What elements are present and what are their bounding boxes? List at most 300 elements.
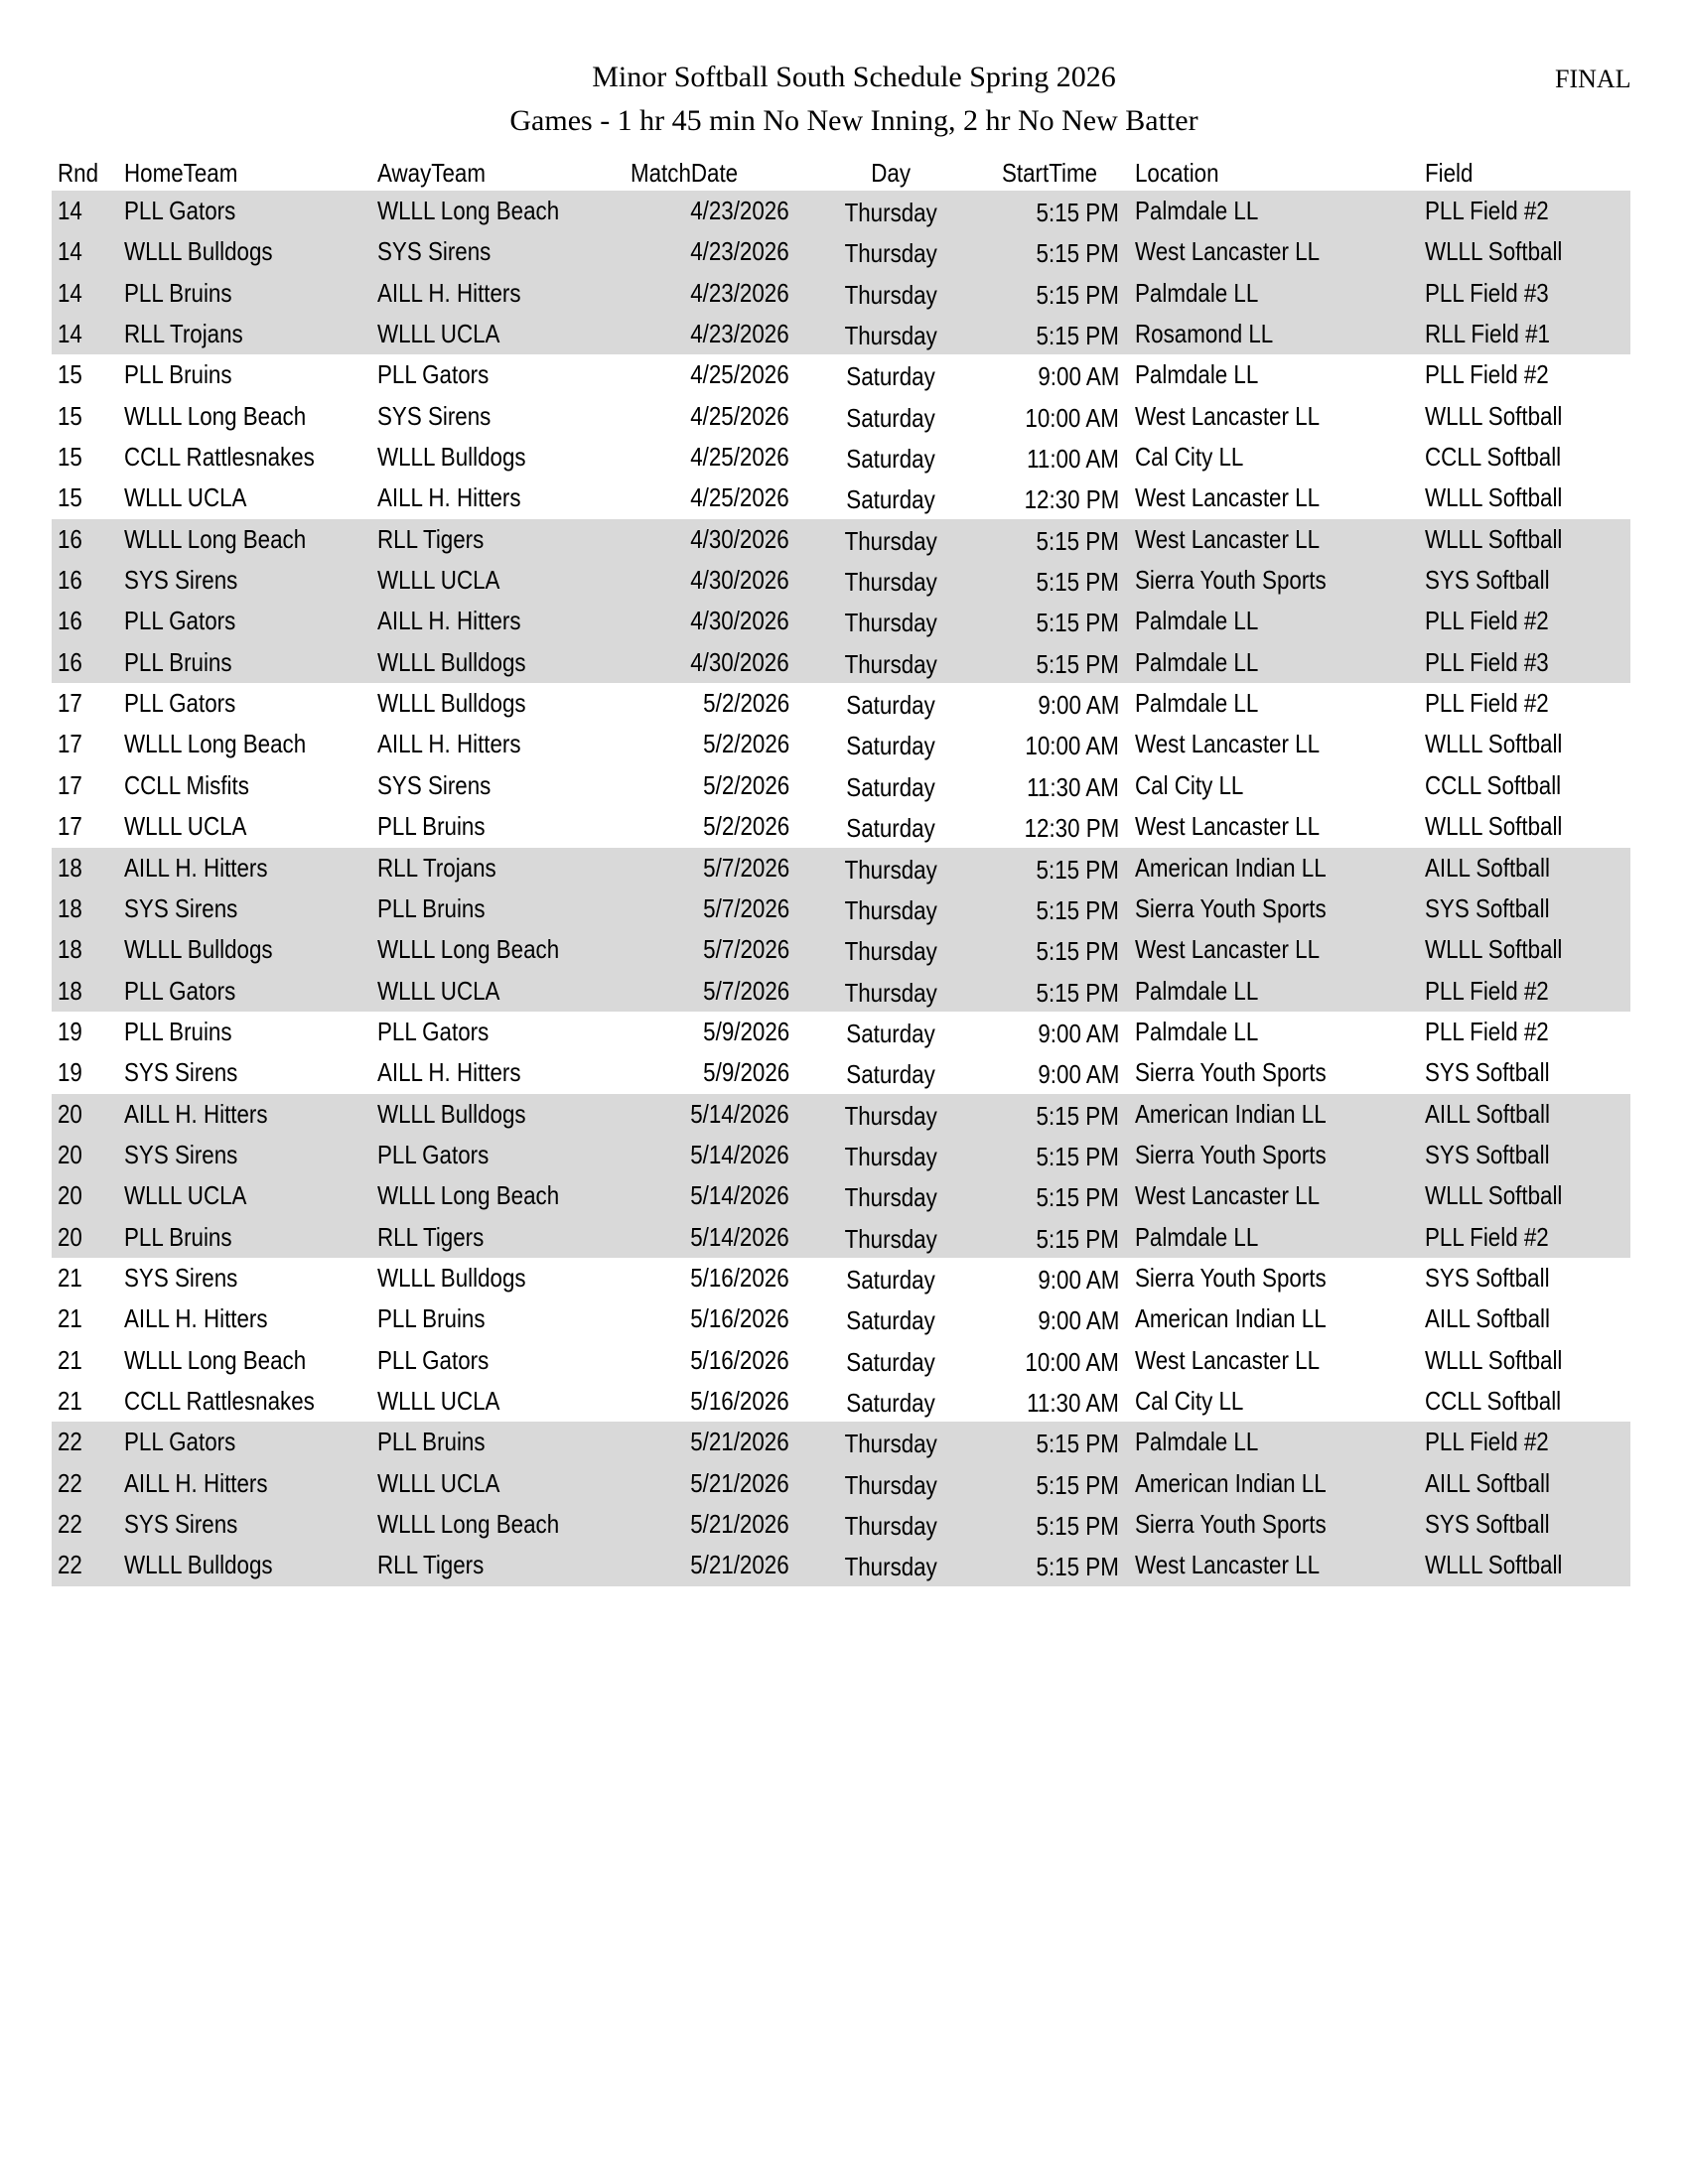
- cell-away-team: AILL H. Hitters: [377, 729, 521, 759]
- cell-location: West Lancaster LL: [1135, 1344, 1321, 1375]
- cell-match-date: 5/14/2026: [690, 1098, 789, 1129]
- cell-location: American Indian LL: [1135, 1303, 1327, 1334]
- cell-rnd: 22: [58, 1427, 82, 1457]
- table-row: [52, 231, 1630, 272]
- cell-rnd: 14: [58, 196, 82, 225]
- cell-field: WLLL Softball: [1425, 934, 1563, 965]
- table-row: [52, 1052, 1630, 1093]
- cell-day: Thursday: [844, 1429, 937, 1459]
- cell-rnd: 16: [58, 646, 82, 677]
- cell-match-date: 4/25/2026: [690, 400, 789, 431]
- cell-match-date: 5/21/2026: [690, 1550, 789, 1580]
- cell-start-time: 10:00 AM: [1025, 402, 1119, 433]
- cell-field: WLLL Softball: [1425, 1180, 1563, 1211]
- table-row: [52, 314, 1630, 354]
- cell-rnd: 21: [58, 1262, 82, 1293]
- cell-day: Thursday: [844, 525, 937, 556]
- cell-rnd: 15: [58, 359, 82, 390]
- cell-match-date: 5/2/2026: [702, 729, 789, 759]
- cell-location: Cal City LL: [1135, 442, 1244, 473]
- cell-home-team: SYS Sirens: [124, 1509, 238, 1539]
- cell-field: SYS Softball: [1425, 1057, 1550, 1088]
- cell-home-team: PLL Gators: [124, 606, 236, 636]
- cell-away-team: WLLL Bulldogs: [377, 442, 526, 473]
- cell-location: West Lancaster LL: [1135, 400, 1321, 431]
- column-header-matchdate: MatchDate: [631, 158, 739, 188]
- cell-field: PLL Field #2: [1425, 1016, 1549, 1046]
- cell-away-team: PLL Bruins: [377, 1427, 486, 1457]
- cell-match-date: 5/14/2026: [690, 1180, 789, 1211]
- cell-rnd: 14: [58, 319, 82, 349]
- cell-match-date: 5/9/2026: [702, 1057, 789, 1088]
- column-header-rnd: Rnd: [58, 158, 99, 188]
- cell-day: Thursday: [844, 894, 937, 925]
- table-row: [52, 478, 1630, 518]
- cell-home-team: AILL H. Hitters: [124, 852, 268, 883]
- cell-rnd: 19: [58, 1016, 82, 1046]
- cell-day: Thursday: [844, 321, 937, 351]
- cell-home-team: WLLL UCLA: [124, 1180, 247, 1211]
- cell-home-team: SYS Sirens: [124, 1262, 238, 1293]
- cell-home-team: WLLL Bulldogs: [124, 236, 273, 267]
- cell-location: Palmdale LL: [1135, 1016, 1259, 1046]
- cell-rnd: 22: [58, 1550, 82, 1580]
- cell-start-time: 5:15 PM: [1036, 1223, 1119, 1254]
- cell-away-team: WLLL UCLA: [377, 1385, 500, 1416]
- cell-start-time: 5:15 PM: [1036, 1100, 1119, 1131]
- cell-day: Saturday: [846, 731, 935, 761]
- cell-field: WLLL Softball: [1425, 482, 1563, 513]
- cell-field: CCLL Softball: [1425, 442, 1562, 473]
- cell-location: Palmdale LL: [1135, 975, 1259, 1006]
- table-row: [52, 1504, 1630, 1545]
- table-row: [52, 642, 1630, 683]
- cell-away-team: RLL Trojans: [377, 852, 496, 883]
- cell-start-time: 5:15 PM: [1036, 567, 1119, 598]
- cell-field: WLLL Softball: [1425, 400, 1563, 431]
- cell-match-date: 5/7/2026: [702, 852, 789, 883]
- column-header-location: Location: [1135, 158, 1219, 188]
- cell-start-time: 5:15 PM: [1036, 1469, 1119, 1500]
- cell-day: Thursday: [844, 1223, 937, 1254]
- cell-field: PLL Field #3: [1425, 646, 1549, 677]
- cell-day: Saturday: [846, 444, 935, 475]
- cell-location: Sierra Youth Sports: [1135, 1139, 1327, 1169]
- cell-away-team: RLL Tigers: [377, 1221, 485, 1252]
- cell-start-time: 5:15 PM: [1036, 198, 1119, 227]
- table-row: [52, 191, 1630, 231]
- table-row: [52, 601, 1630, 641]
- cell-away-team: WLLL UCLA: [377, 319, 500, 349]
- table-row: [52, 519, 1630, 560]
- cell-day: Thursday: [844, 1182, 937, 1213]
- cell-away-team: PLL Bruins: [377, 892, 486, 923]
- cell-location: Palmdale LL: [1135, 688, 1259, 719]
- cell-day: Saturday: [846, 813, 935, 844]
- cell-field: SYS Softball: [1425, 1139, 1550, 1169]
- table-row: [52, 1298, 1630, 1339]
- cell-away-team: AILL H. Hitters: [377, 1057, 521, 1088]
- column-header-hometeam: HomeTeam: [124, 158, 238, 188]
- cell-rnd: 18: [58, 975, 82, 1006]
- cell-location: West Lancaster LL: [1135, 482, 1321, 513]
- cell-location: American Indian LL: [1135, 852, 1327, 883]
- status-label: FINAL: [1555, 65, 1631, 93]
- cell-rnd: 20: [58, 1221, 82, 1252]
- cell-start-time: 9:00 AM: [1037, 1264, 1119, 1295]
- cell-day: Saturday: [846, 1059, 935, 1090]
- table-row: [52, 888, 1630, 929]
- table-row: [52, 273, 1630, 314]
- table-row: [52, 1463, 1630, 1504]
- cell-start-time: 9:00 AM: [1037, 690, 1119, 721]
- cell-away-team: SYS Sirens: [377, 236, 492, 267]
- cell-day: Saturday: [846, 1264, 935, 1295]
- cell-away-team: AILL H. Hitters: [377, 606, 521, 636]
- cell-day: Thursday: [844, 1552, 937, 1582]
- cell-match-date: 5/21/2026: [690, 1467, 789, 1498]
- cell-home-team: WLLL Bulldogs: [124, 1550, 273, 1580]
- cell-rnd: 15: [58, 482, 82, 513]
- cell-location: Palmdale LL: [1135, 196, 1259, 225]
- cell-start-time: 9:00 AM: [1037, 1305, 1119, 1336]
- cell-start-time: 10:00 AM: [1025, 731, 1119, 761]
- cell-rnd: 18: [58, 892, 82, 923]
- table-row: [52, 971, 1630, 1012]
- cell-location: American Indian LL: [1135, 1467, 1327, 1498]
- cell-day: Thursday: [844, 567, 937, 598]
- cell-start-time: 9:00 AM: [1037, 1059, 1119, 1090]
- cell-away-team: PLL Gators: [377, 1016, 490, 1046]
- cell-field: SYS Softball: [1425, 1262, 1550, 1293]
- cell-rnd: 17: [58, 811, 82, 842]
- cell-location: Sierra Youth Sports: [1135, 1509, 1327, 1539]
- cell-away-team: RLL Tigers: [377, 523, 485, 554]
- cell-rnd: 20: [58, 1180, 82, 1211]
- cell-home-team: WLLL UCLA: [124, 811, 247, 842]
- cell-match-date: 4/25/2026: [690, 359, 789, 390]
- cell-location: West Lancaster LL: [1135, 1550, 1321, 1580]
- cell-start-time: 5:15 PM: [1036, 1182, 1119, 1213]
- cell-field: WLLL Softball: [1425, 1550, 1563, 1580]
- cell-location: Palmdale LL: [1135, 606, 1259, 636]
- cell-away-team: PLL Bruins: [377, 1303, 486, 1334]
- cell-location: West Lancaster LL: [1135, 811, 1321, 842]
- cell-away-team: PLL Gators: [377, 1344, 490, 1375]
- cell-match-date: 5/9/2026: [702, 1016, 789, 1046]
- cell-home-team: AILL H. Hitters: [124, 1467, 268, 1498]
- cell-rnd: 19: [58, 1057, 82, 1088]
- cell-location: Sierra Youth Sports: [1135, 1262, 1327, 1293]
- cell-field: AILL Softball: [1425, 1467, 1550, 1498]
- cell-home-team: PLL Gators: [124, 1427, 236, 1457]
- cell-field: AILL Softball: [1425, 1098, 1550, 1129]
- table-row: [52, 1094, 1630, 1135]
- cell-home-team: AILL H. Hitters: [124, 1303, 268, 1334]
- cell-away-team: WLLL Bulldogs: [377, 646, 526, 677]
- schedule-table: [52, 151, 1630, 1586]
- cell-day: Saturday: [846, 361, 935, 392]
- table-row: [52, 1422, 1630, 1462]
- cell-field: SYS Softball: [1425, 565, 1550, 596]
- cell-day: Thursday: [844, 977, 937, 1008]
- cell-day: Saturday: [846, 402, 935, 433]
- cell-match-date: 4/23/2026: [690, 277, 789, 308]
- cell-match-date: 4/23/2026: [690, 236, 789, 267]
- cell-location: West Lancaster LL: [1135, 1180, 1321, 1211]
- cell-field: WLLL Softball: [1425, 523, 1563, 554]
- cell-away-team: SYS Sirens: [377, 769, 492, 800]
- cell-day: Saturday: [846, 1305, 935, 1336]
- cell-field: SYS Softball: [1425, 1509, 1550, 1539]
- cell-location: Palmdale LL: [1135, 646, 1259, 677]
- document-title: Minor Softball South Schedule Spring 2026: [592, 61, 1116, 93]
- table-row: [52, 806, 1630, 847]
- cell-home-team: WLLL Bulldogs: [124, 934, 273, 965]
- cell-home-team: SYS Sirens: [124, 1139, 238, 1169]
- cell-day: Thursday: [844, 198, 937, 227]
- cell-home-team: PLL Bruins: [124, 1016, 232, 1046]
- cell-location: Sierra Youth Sports: [1135, 1057, 1327, 1088]
- cell-match-date: 5/21/2026: [690, 1427, 789, 1457]
- cell-start-time: 9:00 AM: [1037, 361, 1119, 392]
- cell-match-date: 5/14/2026: [690, 1221, 789, 1252]
- cell-location: Sierra Youth Sports: [1135, 892, 1327, 923]
- cell-match-date: 5/7/2026: [702, 975, 789, 1006]
- cell-start-time: 5:15 PM: [1036, 936, 1119, 967]
- cell-match-date: 4/23/2026: [690, 319, 789, 349]
- cell-start-time: 11:00 AM: [1027, 444, 1119, 475]
- table-row: [52, 1012, 1630, 1052]
- table-row: [52, 724, 1630, 764]
- cell-away-team: WLLL Long Beach: [377, 934, 560, 965]
- cell-away-team: AILL H. Hitters: [377, 482, 521, 513]
- table-row: [52, 929, 1630, 970]
- cell-away-team: WLLL Long Beach: [377, 1509, 560, 1539]
- cell-away-team: SYS Sirens: [377, 400, 492, 431]
- cell-field: PLL Field #2: [1425, 975, 1549, 1006]
- cell-start-time: 5:15 PM: [1036, 1429, 1119, 1459]
- cell-location: West Lancaster LL: [1135, 236, 1321, 267]
- cell-location: Palmdale LL: [1135, 359, 1259, 390]
- cell-start-time: 5:15 PM: [1036, 1511, 1119, 1541]
- table-row: [52, 1381, 1630, 1422]
- column-header-day: Day: [871, 158, 911, 188]
- table-row: [52, 354, 1630, 395]
- cell-start-time: 5:15 PM: [1036, 894, 1119, 925]
- cell-day: Thursday: [844, 238, 937, 269]
- cell-day: Saturday: [846, 1346, 935, 1377]
- cell-away-team: PLL Gators: [377, 359, 490, 390]
- cell-home-team: PLL Bruins: [124, 1221, 232, 1252]
- cell-rnd: 21: [58, 1344, 82, 1375]
- cell-start-time: 12:30 PM: [1024, 484, 1119, 515]
- cell-home-team: WLLL Long Beach: [124, 400, 307, 431]
- cell-away-team: WLLL Bulldogs: [377, 1098, 526, 1129]
- cell-start-time: 12:30 PM: [1024, 813, 1119, 844]
- cell-field: AILL Softball: [1425, 852, 1550, 883]
- cell-field: CCLL Softball: [1425, 769, 1562, 800]
- cell-match-date: 5/16/2026: [690, 1262, 789, 1293]
- cell-location: American Indian LL: [1135, 1098, 1327, 1129]
- table-row: [52, 1545, 1630, 1585]
- cell-rnd: 16: [58, 565, 82, 596]
- cell-field: WLLL Softball: [1425, 811, 1563, 842]
- document-subtitle: Games - 1 hr 45 min No New Inning, 2 hr No New Batter: [509, 104, 1198, 137]
- cell-rnd: 15: [58, 400, 82, 431]
- cell-match-date: 5/14/2026: [690, 1139, 789, 1169]
- cell-away-team: WLLL Bulldogs: [377, 1262, 526, 1293]
- cell-day: Saturday: [846, 484, 935, 515]
- cell-start-time: 5:15 PM: [1036, 648, 1119, 679]
- cell-day: Thursday: [844, 936, 937, 967]
- cell-start-time: 5:15 PM: [1036, 977, 1119, 1008]
- cell-away-team: PLL Bruins: [377, 811, 486, 842]
- cell-match-date: 5/7/2026: [702, 934, 789, 965]
- cell-location: Palmdale LL: [1135, 1221, 1259, 1252]
- cell-home-team: SYS Sirens: [124, 892, 238, 923]
- cell-rnd: 14: [58, 277, 82, 308]
- cell-location: Rosamond LL: [1135, 319, 1274, 349]
- table-row: [52, 1135, 1630, 1175]
- cell-home-team: WLLL UCLA: [124, 482, 247, 513]
- cell-home-team: PLL Gators: [124, 196, 236, 225]
- column-header-starttime: StartTime: [1002, 158, 1098, 188]
- cell-home-team: SYS Sirens: [124, 565, 238, 596]
- table-row: [52, 437, 1630, 478]
- cell-day: Thursday: [844, 854, 937, 885]
- cell-start-time: 11:30 AM: [1027, 771, 1119, 802]
- cell-rnd: 17: [58, 688, 82, 719]
- column-header-field: Field: [1425, 158, 1474, 188]
- cell-home-team: PLL Bruins: [124, 359, 232, 390]
- cell-home-team: PLL Gators: [124, 975, 236, 1006]
- cell-day: Thursday: [844, 1469, 937, 1500]
- cell-day: Thursday: [844, 648, 937, 679]
- table-row: [52, 1258, 1630, 1298]
- cell-home-team: CCLL Rattlesnakes: [124, 1385, 315, 1416]
- cell-location: Palmdale LL: [1135, 277, 1259, 308]
- table-header-row: [52, 151, 1630, 191]
- cell-home-team: AILL H. Hitters: [124, 1098, 268, 1129]
- column-header-awayteam: AwayTeam: [377, 158, 486, 188]
- cell-field: PLL Field #2: [1425, 606, 1549, 636]
- cell-rnd: 18: [58, 852, 82, 883]
- cell-match-date: 5/2/2026: [702, 769, 789, 800]
- cell-rnd: 17: [58, 769, 82, 800]
- cell-field: PLL Field #2: [1425, 1427, 1549, 1457]
- cell-away-team: WLLL Long Beach: [377, 196, 560, 225]
- cell-field: AILL Softball: [1425, 1303, 1550, 1334]
- cell-rnd: 16: [58, 523, 82, 554]
- cell-start-time: 5:15 PM: [1036, 1141, 1119, 1171]
- cell-match-date: 5/16/2026: [690, 1344, 789, 1375]
- table-body: [52, 191, 1630, 1586]
- cell-away-team: WLLL UCLA: [377, 975, 500, 1006]
- cell-match-date: 4/25/2026: [690, 442, 789, 473]
- cell-home-team: WLLL Long Beach: [124, 523, 307, 554]
- cell-field: WLLL Softball: [1425, 1344, 1563, 1375]
- cell-day: Saturday: [846, 771, 935, 802]
- cell-match-date: 5/16/2026: [690, 1303, 789, 1334]
- cell-rnd: 21: [58, 1385, 82, 1416]
- cell-away-team: PLL Gators: [377, 1139, 490, 1169]
- cell-day: Thursday: [844, 608, 937, 638]
- cell-rnd: 20: [58, 1098, 82, 1129]
- cell-start-time: 5:15 PM: [1036, 279, 1119, 310]
- cell-start-time: 5:15 PM: [1036, 238, 1119, 269]
- cell-start-time: 9:00 AM: [1037, 1018, 1119, 1048]
- table-row: [52, 765, 1630, 806]
- cell-start-time: 5:15 PM: [1036, 321, 1119, 351]
- cell-away-team: WLLL Bulldogs: [377, 688, 526, 719]
- cell-home-team: PLL Bruins: [124, 646, 232, 677]
- table-row: [52, 396, 1630, 437]
- cell-day: Thursday: [844, 1100, 937, 1131]
- cell-match-date: 5/2/2026: [702, 688, 789, 719]
- cell-rnd: 18: [58, 934, 82, 965]
- table-row: [52, 1175, 1630, 1216]
- cell-rnd: 20: [58, 1139, 82, 1169]
- cell-day: Thursday: [844, 279, 937, 310]
- cell-location: Sierra Youth Sports: [1135, 565, 1327, 596]
- cell-match-date: 5/21/2026: [690, 1509, 789, 1539]
- cell-match-date: 5/2/2026: [702, 811, 789, 842]
- cell-start-time: 5:15 PM: [1036, 854, 1119, 885]
- cell-field: SYS Softball: [1425, 892, 1550, 923]
- cell-home-team: RLL Trojans: [124, 319, 243, 349]
- cell-field: WLLL Softball: [1425, 236, 1563, 267]
- cell-match-date: 4/30/2026: [690, 565, 789, 596]
- cell-field: PLL Field #2: [1425, 1221, 1549, 1252]
- cell-rnd: 22: [58, 1509, 82, 1539]
- cell-start-time: 5:15 PM: [1036, 525, 1119, 556]
- cell-rnd: 17: [58, 729, 82, 759]
- cell-field: CCLL Softball: [1425, 1385, 1562, 1416]
- cell-field: PLL Field #2: [1425, 196, 1549, 225]
- cell-field: PLL Field #2: [1425, 688, 1549, 719]
- cell-away-team: WLLL UCLA: [377, 1467, 500, 1498]
- table-row: [52, 1340, 1630, 1381]
- table-row: [52, 1217, 1630, 1258]
- cell-away-team: WLLL UCLA: [377, 565, 500, 596]
- cell-away-team: RLL Tigers: [377, 1550, 485, 1580]
- cell-start-time: 11:30 AM: [1027, 1387, 1119, 1418]
- cell-field: WLLL Softball: [1425, 729, 1563, 759]
- cell-field: PLL Field #3: [1425, 277, 1549, 308]
- cell-field: RLL Field #1: [1425, 319, 1550, 349]
- cell-day: Saturday: [846, 1387, 935, 1418]
- cell-day: Saturday: [846, 690, 935, 721]
- cell-match-date: 4/30/2026: [690, 523, 789, 554]
- cell-day: Thursday: [844, 1511, 937, 1541]
- cell-day: Saturday: [846, 1018, 935, 1048]
- cell-match-date: 5/16/2026: [690, 1385, 789, 1416]
- cell-rnd: 15: [58, 442, 82, 473]
- cell-location: West Lancaster LL: [1135, 523, 1321, 554]
- cell-home-team: PLL Gators: [124, 688, 236, 719]
- table-row: [52, 848, 1630, 888]
- cell-rnd: 16: [58, 606, 82, 636]
- cell-match-date: 5/7/2026: [702, 892, 789, 923]
- cell-match-date: 4/30/2026: [690, 646, 789, 677]
- cell-home-team: WLLL Long Beach: [124, 729, 307, 759]
- cell-location: Cal City LL: [1135, 769, 1244, 800]
- cell-away-team: WLLL Long Beach: [377, 1180, 560, 1211]
- table-row: [52, 683, 1630, 724]
- cell-match-date: 4/23/2026: [690, 196, 789, 225]
- cell-home-team: PLL Bruins: [124, 277, 232, 308]
